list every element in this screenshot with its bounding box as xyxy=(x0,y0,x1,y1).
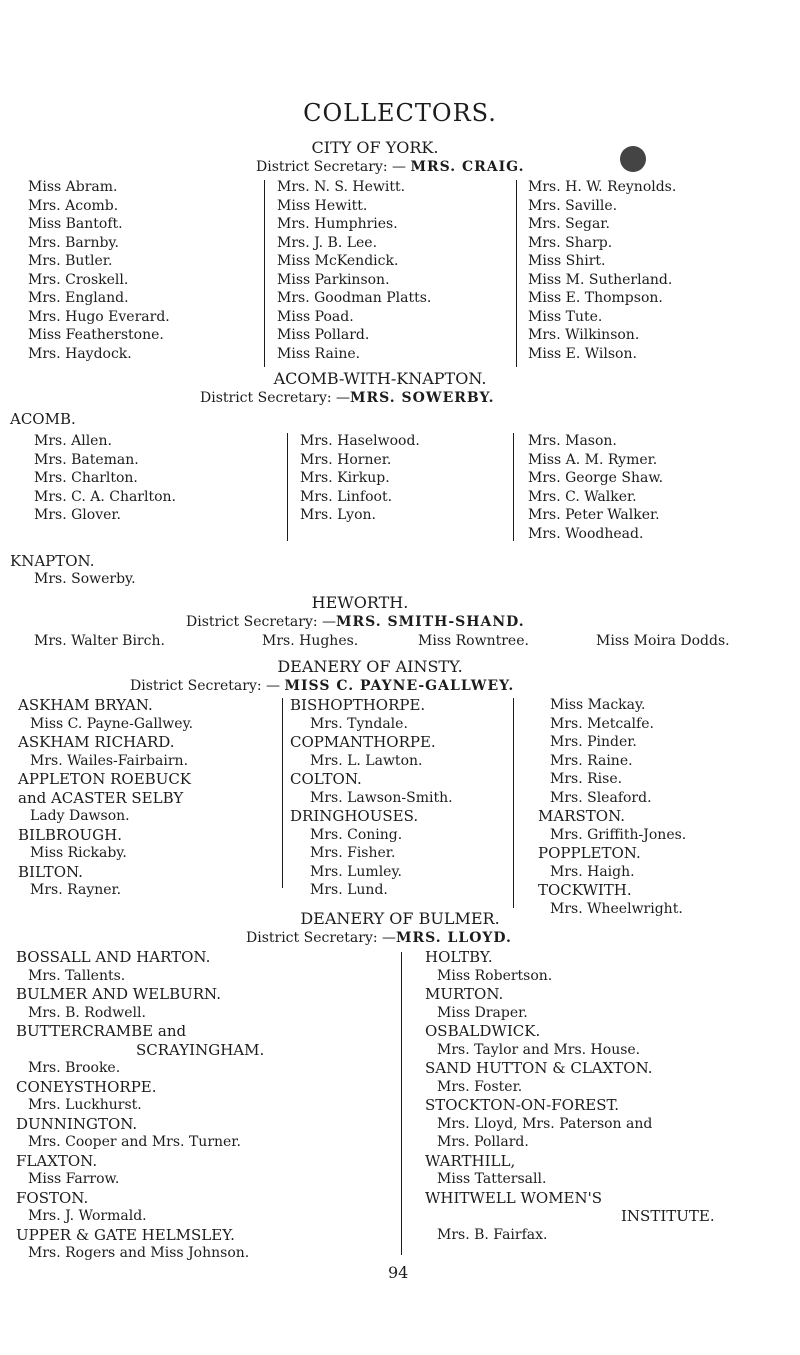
place-name: HOLTBY. xyxy=(425,948,493,966)
collector-name: Mrs. Griffith-Jones. xyxy=(550,826,687,843)
collector-name: Miss McKendick. xyxy=(277,253,399,269)
collector-name: Mrs. J. Wormald. xyxy=(28,1208,147,1224)
place-name: WARTHILL, xyxy=(425,1151,516,1170)
collector-name: Mrs. Croskell. xyxy=(28,271,129,288)
collector-name: Mrs. Coning. xyxy=(310,826,403,843)
collector-name: Mrs. H. W. Reynolds. xyxy=(528,179,677,195)
collector-name: Miss Abram. xyxy=(28,179,118,195)
collector-name: Mrs. Linfoot. xyxy=(300,488,393,505)
collector-name: Mrs. England. xyxy=(28,290,129,306)
column-divider xyxy=(287,433,288,541)
place-name: COLTON. xyxy=(290,770,362,788)
collector-name: Mrs. Rayner. xyxy=(30,882,122,898)
collector-name: Mrs. L. Lawton. xyxy=(310,752,423,769)
heworth-heading: HEWORTH. xyxy=(311,593,409,612)
bulmer-heading: DEANERY OF BULMER. xyxy=(300,909,500,928)
collector-name: Mrs. Segar. xyxy=(528,216,610,232)
collector-name: Miss Tute. xyxy=(528,308,603,325)
collector-name: Mrs. Lloyd, Mrs. Paterson and xyxy=(437,1115,653,1132)
collector-name: Mrs. Cooper and Mrs. Turner. xyxy=(28,1134,241,1150)
secretary-name: MISS C. PAYNE-GALLWEY. xyxy=(284,678,515,694)
place-name: DUNNINGTON. xyxy=(16,1114,138,1133)
collector-name: Miss Poad. xyxy=(277,308,354,325)
column-divider xyxy=(513,698,514,908)
collector-name: Miss C. Payne-Gallwey. xyxy=(30,715,194,732)
collector-name: Mrs. Woodhead. xyxy=(528,525,644,542)
place-name: COPMANTHORPE. xyxy=(290,733,436,751)
column-divider xyxy=(282,698,283,888)
collector-name: Mrs. Haigh. xyxy=(550,863,635,880)
collector-name: Miss Mackay. xyxy=(550,697,646,713)
secretary-name: MRS. LLOYD. xyxy=(396,930,512,946)
heworth-name: Mrs. Hughes. xyxy=(262,633,359,649)
acomb-column-3 xyxy=(528,432,663,543)
collector-name: Mrs. Lawson-Smith. xyxy=(310,789,453,806)
collector-name: Mrs. Wheelwright. xyxy=(550,900,683,917)
place-name: and ACASTER SELBY xyxy=(18,788,184,807)
heworth-name: Miss Moira Dodds. xyxy=(596,633,730,649)
collector-name: Mrs. Foster. xyxy=(437,1078,523,1095)
place-name: BULMER AND WELBURN. xyxy=(16,985,221,1003)
collector-name: Mrs. Taylor and Mrs. House. xyxy=(437,1041,641,1058)
collector-name: Miss A. M. Rymer. xyxy=(528,451,658,468)
place-name: BILBROUGH. xyxy=(18,825,122,844)
ainsty-column-2 xyxy=(290,696,453,900)
column-divider xyxy=(513,433,514,541)
place-name: BUTTERCRAMBE and xyxy=(16,1022,187,1040)
page-number: 94 xyxy=(388,1263,409,1282)
collector-name: Miss Parkinson. xyxy=(277,271,390,288)
collector-name: Mrs. Allen. xyxy=(34,433,112,449)
collector-name: Mrs. Lund. xyxy=(310,882,388,898)
collector-name: Lady Dawson. xyxy=(30,808,130,824)
acomb-secretary xyxy=(200,389,495,407)
collector-name: Miss Tattersall. xyxy=(437,1171,547,1187)
collector-name: Mrs. Pollard. xyxy=(437,1134,529,1150)
place-name: BISHOPTHORPE. xyxy=(290,696,426,714)
collector-name: Miss Shirt. xyxy=(528,253,606,269)
collector-name: Mrs. Tallents. xyxy=(28,967,126,984)
place-name: OSBALDWICK. xyxy=(425,1022,541,1040)
ainsty-secretary xyxy=(130,677,514,695)
city-column-1 xyxy=(28,178,170,363)
collector-name: Mrs. Sharp. xyxy=(528,234,613,251)
heworth-name: Miss Rowntree. xyxy=(418,633,529,649)
collector-name: Miss E. Thompson. xyxy=(528,290,663,306)
collector-name: Mrs. Raine. xyxy=(550,752,633,769)
place-name: TOCKWITH. xyxy=(538,881,632,899)
secretary-prefix: District Secretary: — xyxy=(256,159,411,175)
collector-name: Mrs. Lumley. xyxy=(310,863,402,880)
collector-name: Mrs. Saville. xyxy=(528,197,618,214)
collector-name: Mrs. Butler. xyxy=(28,253,113,269)
collector-name: Mrs. Tyndale. xyxy=(310,715,408,732)
place-name: BOSSALL AND HARTON. xyxy=(16,948,211,966)
place-name: FOSTON. xyxy=(16,1188,89,1207)
collector-name: Mrs. Haydock. xyxy=(28,345,132,362)
collector-name: Mrs. Metcalfe. xyxy=(550,715,654,732)
collector-name: Miss Hewitt. xyxy=(277,197,368,214)
collector-name: Mrs. Mason. xyxy=(528,433,617,449)
collector-name: Mrs. Wailes-Fairbairn. xyxy=(30,752,189,769)
place-name: ASKHAM RICHARD. xyxy=(18,733,175,751)
collector-name: Mrs. J. B. Lee. xyxy=(277,234,378,251)
place-name: WHITWELL WOMEN'S xyxy=(425,1188,603,1207)
collector-name: Mrs. Goodman Platts. xyxy=(277,290,432,306)
collector-name: Mrs. B. Rodwell. xyxy=(28,1004,146,1021)
collector-name: Mrs. Rogers and Miss Johnson. xyxy=(28,1245,250,1261)
collector-name: Miss M. Sutherland. xyxy=(528,271,673,288)
place-name: APPLETON ROEBUCK xyxy=(18,770,192,788)
ainsty-column-1 xyxy=(18,696,193,900)
collector-name: Mrs. Luckhurst. xyxy=(28,1097,142,1113)
collector-name: Mrs. Charlton. xyxy=(34,470,138,486)
column-divider xyxy=(401,952,402,1255)
collector-name: Mrs. Lyon. xyxy=(300,507,376,523)
collector-name: Mrs. C. A. Charlton. xyxy=(34,488,177,505)
secretary-prefix: District Secretary: — xyxy=(200,390,351,406)
place-name: UPPER & GATE HELMSLEY. xyxy=(16,1225,235,1244)
secretary-prefix: District Secretary: — xyxy=(246,930,397,946)
secretary-name: MRS. SMITH-SHAND. xyxy=(336,614,525,630)
place-name: INSTITUTE. xyxy=(621,1207,715,1225)
collector-name: Mrs. B. Fairfax. xyxy=(437,1226,548,1243)
collector-name: Miss Bantoft. xyxy=(28,216,123,232)
collector-name: Mrs. Acomb. xyxy=(28,197,119,214)
collector-name: Mrs. N. S. Hewitt. xyxy=(277,179,406,195)
place-name: FLAXTON. xyxy=(16,1151,98,1170)
collector-name: Miss Farrow. xyxy=(28,1171,120,1187)
city-column-3 xyxy=(528,178,676,363)
collector-name: Miss E. Wilson. xyxy=(528,345,637,362)
collector-name: Miss Featherstone. xyxy=(28,327,164,343)
collector-name: Miss Raine. xyxy=(277,345,361,362)
collector-name: Mrs. Horner. xyxy=(300,451,392,468)
knapton-name: Mrs. Sowerby. xyxy=(34,571,136,587)
collector-name: Mrs. Fisher. xyxy=(310,845,396,861)
collector-name: Miss Draper. xyxy=(437,1004,528,1021)
collector-name: Mrs. Rise. xyxy=(550,771,623,787)
heworth-secretary xyxy=(186,613,525,631)
place-name: ASKHAM BRYAN. xyxy=(18,696,153,714)
collector-name: Mrs. Glover. xyxy=(34,507,122,523)
city-heading: CITY OF YORK. xyxy=(311,138,439,157)
secretary-name: MRS. CRAIG. xyxy=(410,159,525,175)
place-name: STOCKTON-ON-FOREST. xyxy=(425,1096,620,1114)
collector-name: Mrs. Bateman. xyxy=(34,451,139,468)
collector-name: Mrs. Peter Walker. xyxy=(528,507,660,523)
collector-name: Mrs. Humphries. xyxy=(277,216,398,232)
bulmer-secretary xyxy=(246,929,512,947)
acomb-subheading: ACOMB. xyxy=(10,410,76,428)
collector-name: Mrs. Wilkinson. xyxy=(528,327,640,343)
knapton-subheading: KNAPTON. xyxy=(10,552,95,570)
place-name: SCRAYINGHAM. xyxy=(136,1040,265,1059)
column-divider xyxy=(516,180,517,367)
page-title: COLLECTORS. xyxy=(303,99,497,127)
collector-name: Mrs. Brooke. xyxy=(28,1060,121,1076)
collector-name: Mrs. C. Walker. xyxy=(528,488,637,505)
collector-name: Miss Pollard. xyxy=(277,327,370,343)
place-name: MARSTON. xyxy=(538,807,625,825)
secretary-prefix: District Secretary: — xyxy=(130,678,285,694)
acomb-heading: ACOMB-WITH-KNAPTON. xyxy=(273,369,487,388)
place-name: CONEYSTHORPE. xyxy=(16,1077,157,1096)
acomb-column-2 xyxy=(300,432,420,525)
ainsty-column-3 xyxy=(538,696,686,918)
ainsty-heading: DEANERY OF AINSTY. xyxy=(277,657,463,676)
heworth-name: Mrs. Walter Birch. xyxy=(34,633,165,649)
collector-name: Mrs. Pinder. xyxy=(550,734,637,750)
place-name: DRINGHOUSES. xyxy=(290,807,419,825)
place-name: SAND HUTTON & CLAXTON. xyxy=(425,1059,653,1077)
bulmer-column-2 xyxy=(425,948,715,1244)
collector-name: Mrs. George Shaw. xyxy=(528,470,664,486)
secretary-name: MRS. SOWERBY. xyxy=(350,390,495,406)
city-column-2 xyxy=(277,178,431,363)
secretary-prefix: District Secretary: — xyxy=(186,614,337,630)
logo-icon xyxy=(620,146,646,172)
bulmer-column-1 xyxy=(16,948,264,1263)
collector-name: Miss Robertson. xyxy=(437,967,553,984)
collector-name: Mrs. Haselwood. xyxy=(300,433,420,449)
column-divider xyxy=(264,180,265,367)
collector-name: Mrs. Sleaford. xyxy=(550,789,652,806)
place-name: POPPLETON. xyxy=(538,844,641,862)
collector-name: Mrs. Kirkup. xyxy=(300,470,390,486)
place-name: MURTON. xyxy=(425,985,504,1003)
collector-name: Miss Rickaby. xyxy=(30,845,127,861)
acomb-column-1 xyxy=(34,432,176,525)
city-secretary xyxy=(256,158,525,176)
place-name: BILTON. xyxy=(18,862,83,881)
collector-name: Mrs. Hugo Everard. xyxy=(28,308,170,325)
collector-name: Mrs. Barnby. xyxy=(28,234,119,251)
